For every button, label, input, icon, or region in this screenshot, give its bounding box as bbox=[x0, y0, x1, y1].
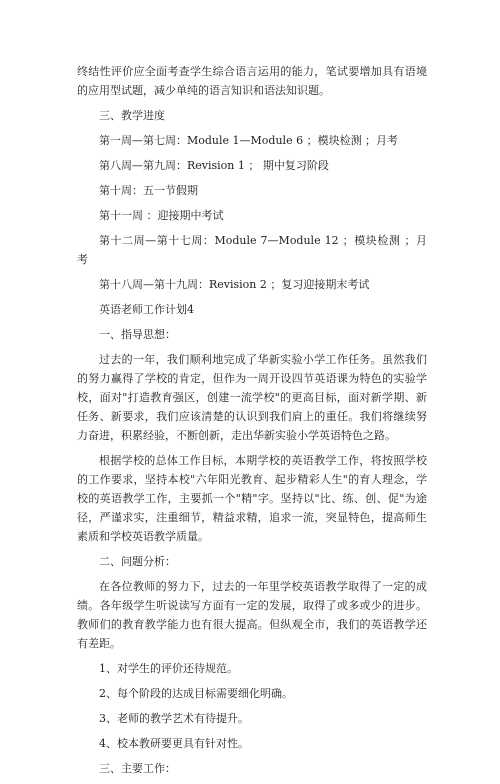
list-item-3: 3、老师的教学艺术有待提升。 bbox=[99, 712, 249, 725]
section-title-plan-4: 英语老师工作计划4 bbox=[99, 303, 194, 316]
list-item-4: 4、校本教研要更具有针对性。 bbox=[99, 737, 249, 750]
schedule-week-8-9: 第八周—第九周：Revision 1 ； 期中复习阶段 bbox=[99, 159, 329, 172]
paragraph-teacher-efforts: 在各位教师的努力下，过去的一年里学校英语教学取得了一定的成绩。各年级学生听说读写方面有一定的发展，取得了或多或少的进步。教师们的教育教学能力也有很大提高。但纵观全市，我们的英语教学还有差距。 bbox=[77, 580, 427, 650]
schedule-week-12-17: 第十二周—第十七周：Module 7—Module 12 ；模块检测 ；月考 bbox=[77, 234, 427, 266]
paragraph-evaluation: 终结性评价应全面考查学生综合语言运用的能力，笔试要增加具有语境的应用型试题，减少单纯的语言知识和语法知识题。 bbox=[77, 65, 427, 97]
document-body bbox=[77, 62, 427, 784]
heading-problem-analysis: 二、问题分析： bbox=[99, 555, 176, 568]
list-item-2: 2、每个阶段的达成目标需要细化明确。 bbox=[99, 687, 293, 700]
list-item-1: 1、对学生的评价还待规范。 bbox=[99, 662, 238, 675]
heading-guiding-thought: 一、指导思想： bbox=[99, 328, 176, 341]
schedule-week-11: 第十一周 ：迎接期中考试 bbox=[99, 209, 224, 222]
paragraph-school-goals: 根据学校的总体工作目标，本期学校的英语教学工作，将按照学校的工作要求，坚持本校"六年阳光教育、起步精彩人生"的育人理念，学校的英语教学工作，主要抓一个"精"字。坚持以"比、练、创、促"为途径，严谨求实，注重细节，精益求精，追求一流，突显特色，提高师生素质和学校英语教学质量。 bbox=[77, 454, 427, 543]
heading-main-work: 三、主要工作： bbox=[99, 762, 176, 775]
heading-teaching-schedule: 三、教学进度 bbox=[99, 109, 165, 122]
schedule-week-10: 第十周：五一节假期 bbox=[99, 184, 198, 197]
schedule-week-18-19: 第十八周—第十九周：Revision 2 ；复习迎接期末考试 bbox=[99, 278, 370, 291]
schedule-week-1-7: 第一周—第七周：Module 1—Module 6 ；模块检测 ；月考 bbox=[99, 134, 399, 147]
paragraph-past-year: 过去的一年，我们顺利地完成了华新实验小学工作任务。虽然我们的努力赢得了学校的肯定，但作为一周开设四节英语课为特色的实验学校，面对"打造教育强区，创建一流学校"的更高目标，面对新学期、新任务、新要求，我们应该清楚的认识到我们肩上的重任。我们将继续努力奋进，积累经验，不断创新，走出华新实验小学英语特色之路。 bbox=[77, 353, 427, 442]
